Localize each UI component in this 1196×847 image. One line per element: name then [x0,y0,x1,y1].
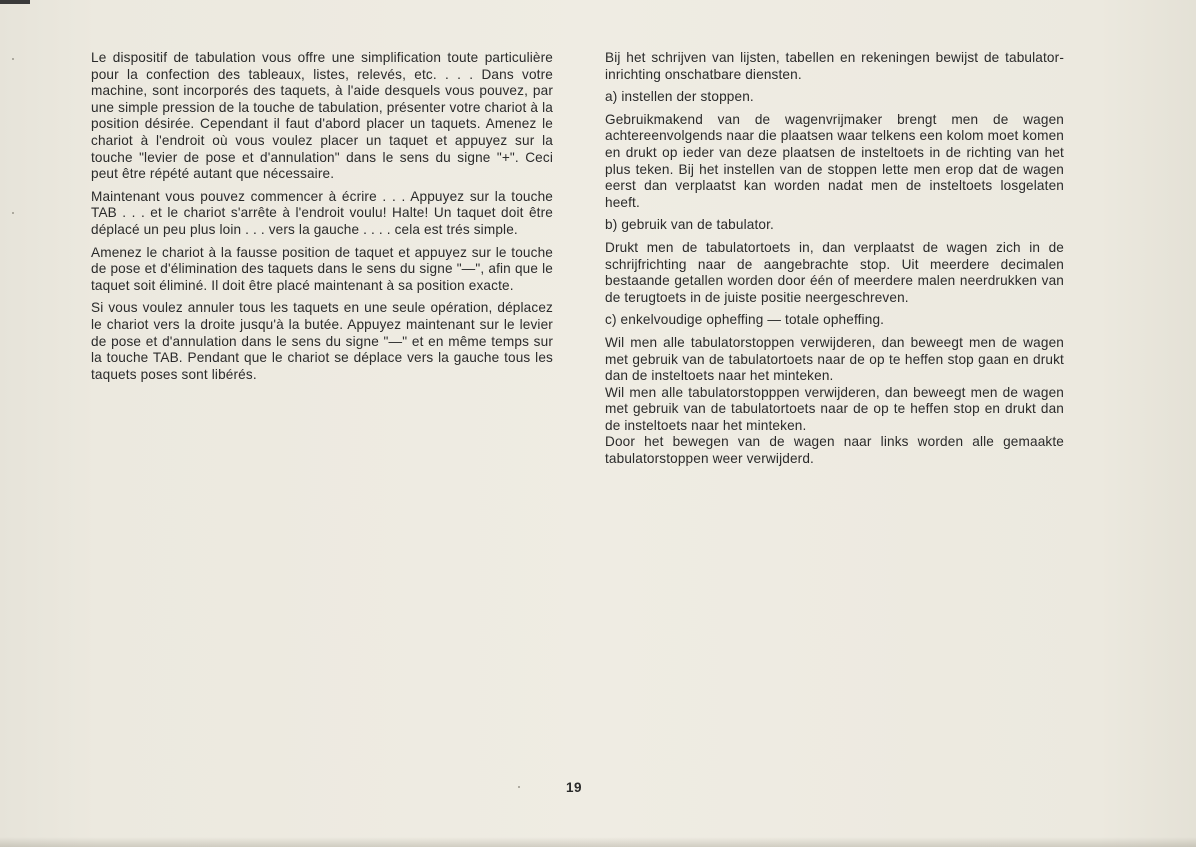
paragraph-remove-stop: Amenez le chariot à la fausse position de taquet et appuyez sur le touche de pose et d'élimination des taquets dans le sens du signe "—", afin que le taquet soit éliminé. Il doit être placé maintenant à sa position exacte. [91,244,553,293]
scan-bottom-edge [0,837,1196,847]
section-a-heading: a) instellen der stoppen. [605,89,754,105]
section-c-text-1: Wil men alle tabulatorstoppen verwijderen, dan beweegt men de wagen met gebruik van de tabulatortoets naar de op te heffen stop gaan en drukt dan de insteltoets naar het minteken. [605,334,1064,384]
paragraph-intro: Bij het schrijven van lijsten, tabellen en rekeningen bewijst de tabulator-inrichting onschatbare diensten. [605,50,1064,82]
right-column-dutch [605,50,1064,474]
page-number: 19 [566,780,583,795]
section-c-text-3: Door het bewegen van de wagen naar links worden alle gemaakte tabulatorstoppen weer verwijderd. [605,434,1064,467]
paragraph-tab-usage: Maintenant vous pouvez commencer à écrire . . . Appuyez sur la touche TAB . . . et le chariot s'arrête à l'endroit voulu! Halte! Un taquet doit être déplacé un peu plus loin . . . vers la gauche . . . . cela est trés simple. [91,188,553,237]
scan-speck [12,58,14,60]
section-b-text: Drukt men de tabulatortoets in, dan verplaatst de wagen zich in de schrijfrichting naar de aangebrachte stop. Uit meerdere decimalen bestaande getallen worden door één of meerdere malen neerdrukken van de terugtoets in de juiste positie neergeschreven. [605,239,1064,305]
paragraph-clear-all: Si vous voulez annuler tous les taquets en une seule opération, déplacez le chariot vers la droite jusqu'à la butée. Appuyez maintenant sur le levier de pose et d'annulation dans le sens du signe "—" et en même temps sur la touche TAB. Pendant que le chariot se déplace vers la gauche tous les taquets poses sont libérés. [91,300,553,382]
scan-edge-mark [0,0,30,4]
paragraph-intro: Le dispositif de tabulation vous offre une simplification toute particulière pour la confection des tableaux, listes, relevés, etc. . . . Dans votre machine, sont incorporés des taquets, à l'aide desquels vous pouvez, par une simple pression de la touche de tabulation, présenter votre chariot à la position désirée. Cependant il faut d'abord placer un taquets. Amenez le chariot à l'endroit où vous voulez placer un taquet et appuyez sur la touche "levier de pose et d'annulation" dans le sens du signe "+". Ceci peut être répété autant que nécessaire. [91,50,553,182]
section-c-heading: c) enkelvoudige opheffing — totale opheffing. [605,312,885,328]
section-a-text: Gebruikmakend van de wagenvrijmaker brengt men de wagen achtereenvolgends naar die plaatsen waar telkens een kolom moet komen en drukt op ieder van deze plaatsen de insteltoets in de richting van het plus teken. Bij het instellen van de stoppen lette men erop dat de wagen eerst dan verplaatst kan worden nadat men de insteltoets losgelaten heeft. [605,111,1064,210]
left-column-french [91,50,553,389]
scan-speck [518,786,520,788]
scan-speck [12,212,14,214]
section-b-heading: b) gebruik van de tabulator. [605,217,774,233]
section-c-text-2: Wil men alle tabulatorstopppen verwijderen, dan beweegt men de wagen met gebruik van de tabulatortoets naar de op te heffen stop en drukt dan de insteltoets naar het minteken. [605,384,1064,433]
